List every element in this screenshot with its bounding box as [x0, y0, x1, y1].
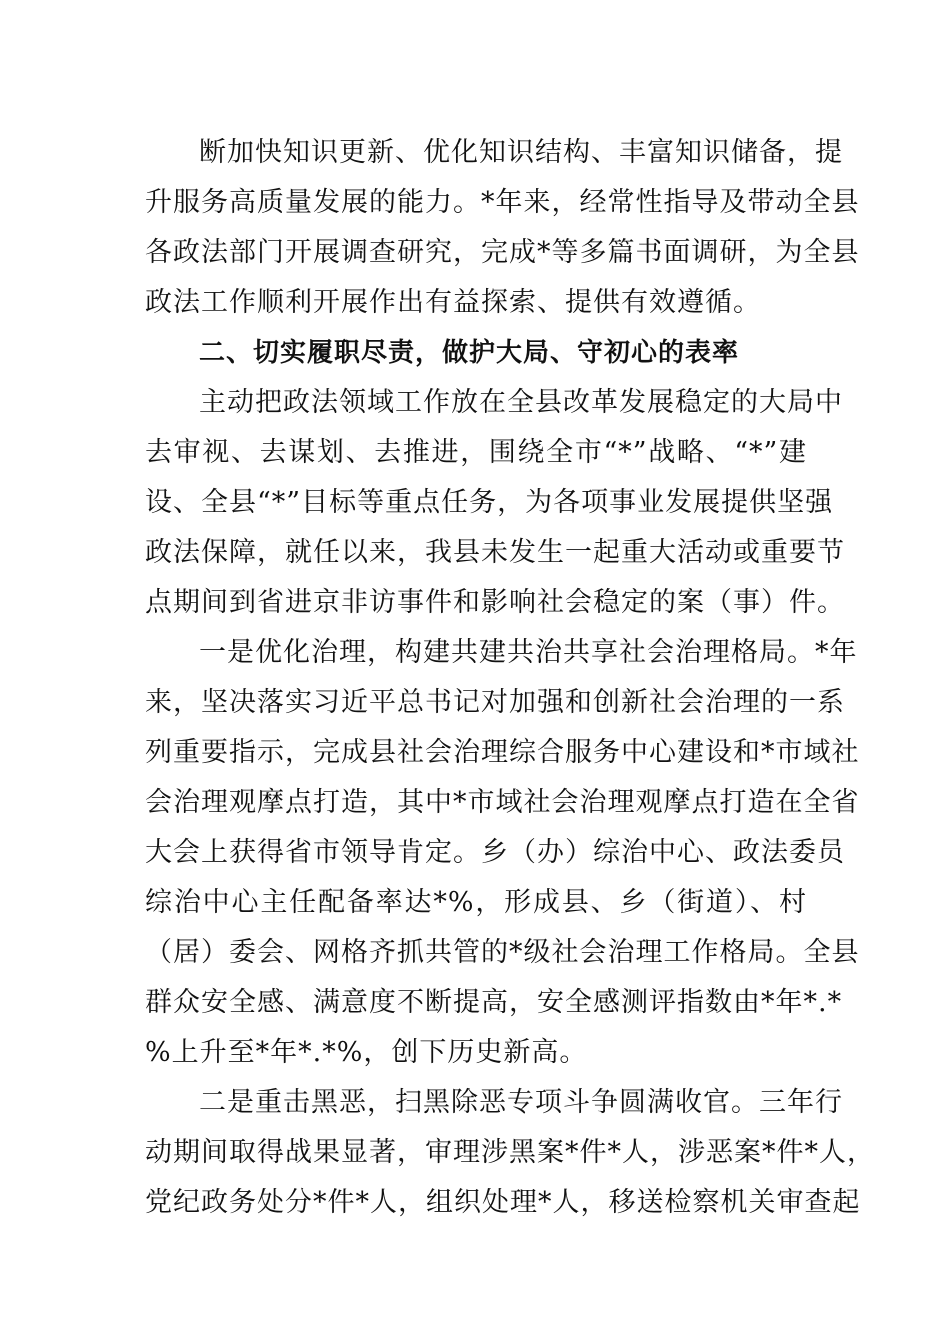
text-line: 主动把政法领域工作放在全县改革发展稳定的大局中: [199, 387, 843, 418]
text-line: 政法保障，就任以来，我县未发生一起重大活动或重要节: [145, 537, 845, 568]
text-line: 大会上获得省市领导肯定。乡（办）综治中心、政法委员: [145, 837, 845, 868]
text-line: 去审视、去谋划、去推进，围绕全市“*”战略、“*”建: [145, 437, 807, 468]
text-line: 来，坚决落实习近平总书记对加强和创新社会治理的一系: [145, 687, 845, 718]
text-line: %上升至*年*.*%，创下历史新高。: [145, 1037, 588, 1068]
text-line: 二是重击黑恶，扫黑除恶专项斗争圆满收官。三年行: [199, 1087, 843, 1118]
section-heading: 二、切实履职尽责，做护大局、守初心的表率: [199, 338, 740, 368]
text-line: （居）委会、网格齐抓共管的*级社会治理工作格局。全县: [145, 937, 860, 968]
text-line: 列重要指示，完成县社会治理综合服务中心建设和*市域社: [145, 737, 860, 768]
text-line: 设、全县“*”目标等重点任务，为各项事业发展提供坚强: [145, 487, 834, 518]
text-line: 断加快知识更新、优化知识结构、丰富知识储备，提: [199, 137, 843, 168]
text-line: 各政法部门开展调查研究，完成*等多篇书面调研，为全县: [145, 237, 860, 268]
text-line: 群众安全感、满意度不断提高，安全感测评指数由*年*.*: [145, 987, 843, 1018]
text-line: 动期间取得战果显著，审理涉黑案*件*人，涉恶案*件*人，: [145, 1137, 875, 1168]
text-line: 会治理观摩点打造，其中*市域社会治理观摩点打造在全省: [145, 787, 860, 818]
text-line: 政法工作顺利开展作出有益探索、提供有效遵循。: [145, 287, 761, 318]
text-line: 一是优化治理，构建共建共治共享社会治理格局。*年: [199, 637, 858, 668]
text-line: 升服务高质量发展的能力。*年来，经常性指导及带动全县: [145, 187, 860, 218]
text-line: 党纪政务处分*件*人，组织处理*人，移送检察机关审查起: [145, 1187, 861, 1218]
text-line: 点期间到省进京非访事件和影响社会稳定的案（事）件。: [145, 587, 845, 618]
text-line: 综治中心主任配备率达*%，形成县、乡（街道）、村: [145, 887, 807, 918]
